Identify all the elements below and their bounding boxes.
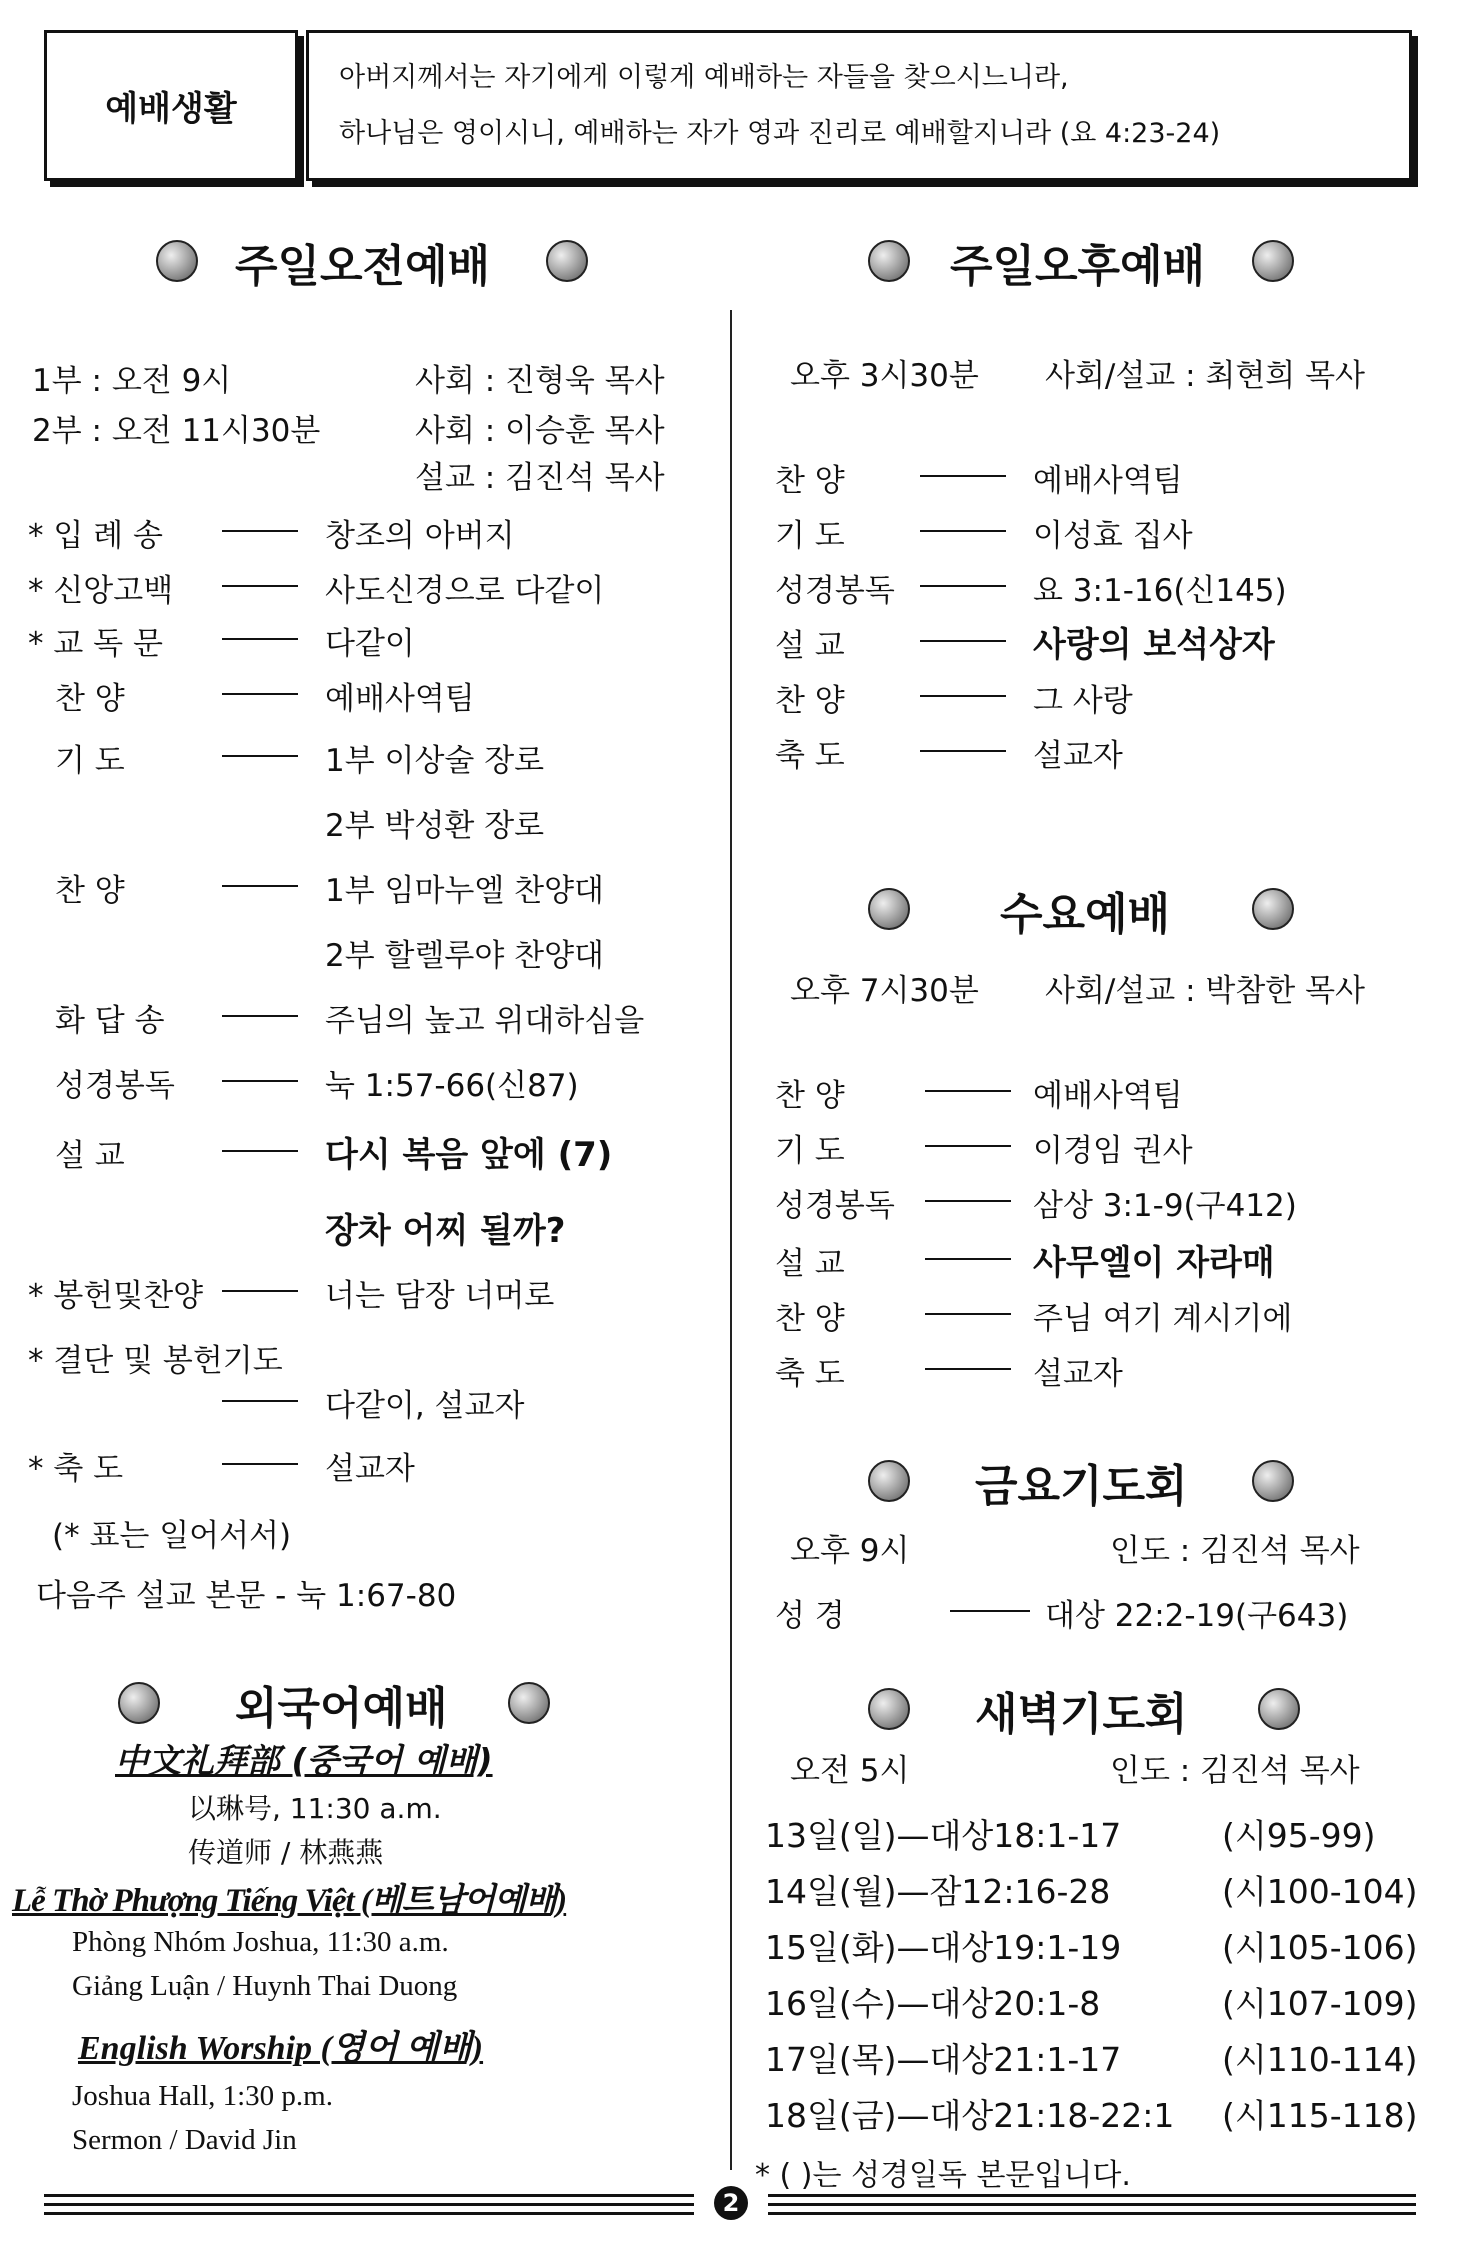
dawn-title: 새벽기도회 [975,1689,1188,1740]
verse-line-1: 아버지께서는 자기에게 이렇게 예배하는 자들을 찾으시느니라, [339,62,1069,93]
dash-line [222,693,298,695]
am-item-value-2: 2부 박성환 장로 [325,808,545,844]
am-item-value: 1부 임마누엘 찬양대 [325,873,604,909]
dash-line [950,1610,1030,1612]
bullet-dot [868,888,910,930]
am-item-label: 찬 양 [55,873,125,909]
dash-line [925,1145,1011,1147]
am-item-label: 화 답 송 [55,1003,165,1039]
dash-line [925,1368,1011,1370]
am-item-value: 눅 1:57-66(신87) [325,1068,579,1104]
pm-item-value: 그 사랑 [1033,683,1133,719]
am-item-value: 사도신경으로 다같이 [325,573,605,609]
dash-line [222,1463,298,1465]
am-item-label: 성경봉독 [55,1068,175,1104]
english-title: English Worship (영어 예배) [78,2030,484,2067]
bullet-dot [868,1688,910,1730]
dawn-reading: 18일(금)—대상21:18-22:1 [765,2096,1175,2135]
dash-line [222,638,298,640]
chinese-title: 中文礼拜部 (중국어 예배) [115,1741,493,1780]
wed-time: 오후 7시30분 [790,973,979,1009]
dash-line [222,1400,298,1402]
fri-label: 성 경 [775,1598,845,1634]
english-line-2: Sermon / David Jin [72,2124,297,2156]
pm-sermon-title: 사랑의 보석상자 [1033,625,1275,665]
am-time-1: 1부 : 오전 9시 [32,363,232,399]
dash-line [920,695,1006,697]
pm-item-label: 성경봉독 [775,573,895,609]
bullet-dot [546,240,588,282]
bullet-dot [1252,888,1294,930]
am-item-label: 기 도 [55,743,125,779]
dawn-reading: 17일(목)—대상21:1-17 [765,2040,1122,2079]
wed-item-value: 삼상 3:1-9(구412) [1033,1188,1297,1224]
am-item-value: 창조의 아버지 [325,518,515,554]
am-item-value: 다같이, 설교자 [325,1388,525,1424]
column-divider [730,310,732,2170]
dawn-note: * ( )는 성경일독 본문입니다. [755,2158,1131,2193]
am-sermon-title: 다시 복음 앞에 (7) [325,1135,613,1175]
dash-line [222,1080,298,1082]
am-item-value: 주님의 높고 위대하심을 [325,1003,645,1039]
fri-leader: 인도 : 김진석 목사 [1110,1533,1360,1569]
dawn-reading: 16일(수)—대상20:1-8 [765,1984,1101,2023]
am-item-label: * 결단 및 봉헌기도 [28,1343,283,1379]
dawn-psalm: (시105-106) [1222,1928,1418,1967]
dash-line [925,1258,1011,1260]
footer-rule [768,2203,1416,2206]
foreign-title: 외국어예배 [235,1683,448,1734]
am-item-label: * 신앙고백 [28,573,174,609]
dawn-reading: 15일(화)—대상19:1-19 [765,1928,1122,1967]
bullet-dot [1258,1688,1300,1730]
wednesday-title: 수요예배 [1000,889,1171,940]
pm-item-value: 이성효 집사 [1033,518,1193,554]
bullet-dot [118,1682,160,1724]
next-week-text: 다음주 설교 본문 - 눅 1:67-80 [36,1578,457,1614]
vietnamese-title: Lễ Thờ Phượng Tiếng Việt (베트남어예배) [12,1883,567,1919]
dash-line [222,585,298,587]
dawn-psalm: (시107-109) [1222,1984,1418,2023]
dash-line [920,750,1006,752]
pm-item-label: 축 도 [775,738,845,774]
dash-line [222,1015,298,1017]
wed-item-label: 찬 양 [775,1078,845,1114]
am-item-value-2: 2부 할렐루야 찬양대 [325,938,604,974]
am-time-2: 2부 : 오전 11시30분 [32,413,321,449]
am-item-label: 설 교 [55,1138,125,1174]
pm-item-label: 기 도 [775,518,845,554]
sunday-pm-title: 주일오후예배 [950,241,1206,292]
pm-item-label: 찬 양 [775,463,845,499]
am-item-label: * 교 독 문 [28,626,163,662]
dash-line [920,640,1006,642]
dash-line [925,1200,1011,1202]
dash-line [925,1090,1011,1092]
am-item-label: 찬 양 [55,681,125,717]
pm-host: 사회/설교 : 최현희 목사 [1045,358,1365,394]
verse-line-2: 하나님은 영이시니, 예배하는 자가 영과 진리로 예배할지니라 (요 4:23-24) [339,118,1221,149]
footer-rule [768,2212,1416,2215]
wed-item-label: 성경봉독 [775,1188,895,1224]
wed-sermon-title: 사무엘이 자라매 [1033,1243,1275,1283]
dash-line [222,755,298,757]
dash-line [920,530,1006,532]
footer-rule [44,2212,694,2215]
english-line-1: Joshua Hall, 1:30 p.m. [72,2080,333,2112]
dash-line [222,530,298,532]
am-host-2: 사회 : 이승훈 목사 [415,413,665,449]
am-item-value: 너는 담장 너머로 [325,1278,555,1314]
dash-line [925,1313,1011,1315]
wed-item-label: 축 도 [775,1356,845,1392]
am-sermon-subtitle: 장차 어찌 될까? [325,1211,566,1251]
sunday-am-title: 주일오전예배 [235,241,491,292]
dash-line [920,585,1006,587]
chinese-line-2: 传道师 / 林燕燕 [188,1836,384,1869]
vietnamese-line-2: Giảng Luận / Huynh Thai Duong [72,1970,458,2002]
dash-line [222,885,298,887]
chinese-line-1: 以琳号, 11:30 a.m. [188,1792,442,1825]
dawn-psalm: (시100-104) [1222,1872,1418,1911]
wed-item-value: 예배사역팀 [1033,1078,1183,1114]
standing-note: (* 표는 일어서서) [52,1518,292,1554]
dawn-time: 오전 5시 [790,1753,910,1789]
dash-line [222,1290,298,1292]
dawn-psalm: (시115-118) [1222,2096,1418,2135]
bullet-dot [1252,240,1294,282]
dawn-psalm: (시110-114) [1222,2040,1418,2079]
pm-item-value: 예배사역팀 [1033,463,1183,499]
wed-item-label: 설 교 [775,1246,845,1282]
verse-box [306,30,1412,181]
am-item-label: * 입 례 송 [28,518,163,554]
pm-item-label: 찬 양 [775,683,845,719]
am-item-label: * 봉헌및찬양 [28,1278,204,1314]
am-item-value: 설교자 [325,1451,415,1487]
fri-value: 대상 22:2-19(구643) [1045,1598,1349,1634]
dawn-reading: 13일(일)—대상18:1-17 [765,1816,1122,1855]
am-preacher: 설교 : 김진석 목사 [415,460,665,496]
page-number: 2 [714,2186,748,2220]
dawn-reading: 14일(월)—잠12:16-28 [765,1872,1111,1911]
footer-rule [44,2194,694,2197]
friday-title: 금요기도회 [975,1461,1188,1512]
bullet-dot [1252,1460,1294,1502]
pm-item-value: 설교자 [1033,738,1123,774]
am-item-value: 1부 이상술 장로 [325,743,545,779]
footer-rule [44,2203,694,2206]
section-title-box [44,30,298,181]
bullet-dot [868,1460,910,1502]
wed-item-value: 주님 여기 계시기에 [1033,1301,1293,1337]
pm-item-value: 요 3:1-16(신145) [1033,573,1287,609]
footer-rule [768,2194,1416,2197]
vietnamese-line-1: Phòng Nhóm Joshua, 11:30 a.m. [72,1926,449,1958]
dawn-psalm: (시95-99) [1222,1816,1376,1855]
dawn-leader: 인도 : 김진석 목사 [1110,1753,1360,1789]
dash-line [920,475,1006,477]
fri-time: 오후 9시 [790,1533,910,1569]
wed-item-value: 이경임 권사 [1033,1133,1193,1169]
bullet-dot [868,240,910,282]
am-item-value: 다같이 [325,626,415,662]
dash-line [222,1150,298,1152]
wed-host: 사회/설교 : 박참한 목사 [1045,973,1365,1009]
am-host-1: 사회 : 진형욱 목사 [415,363,665,399]
am-item-label: * 축 도 [28,1451,124,1487]
pm-time: 오후 3시30분 [790,358,979,394]
bullet-dot [508,1682,550,1724]
pm-item-label: 설 교 [775,628,845,664]
wed-item-label: 찬 양 [775,1301,845,1337]
bullet-dot [156,240,198,282]
section-title: 예배생활 [105,89,237,129]
am-item-value: 예배사역팀 [325,681,475,717]
wed-item-label: 기 도 [775,1133,845,1169]
wed-item-value: 설교자 [1033,1356,1123,1392]
